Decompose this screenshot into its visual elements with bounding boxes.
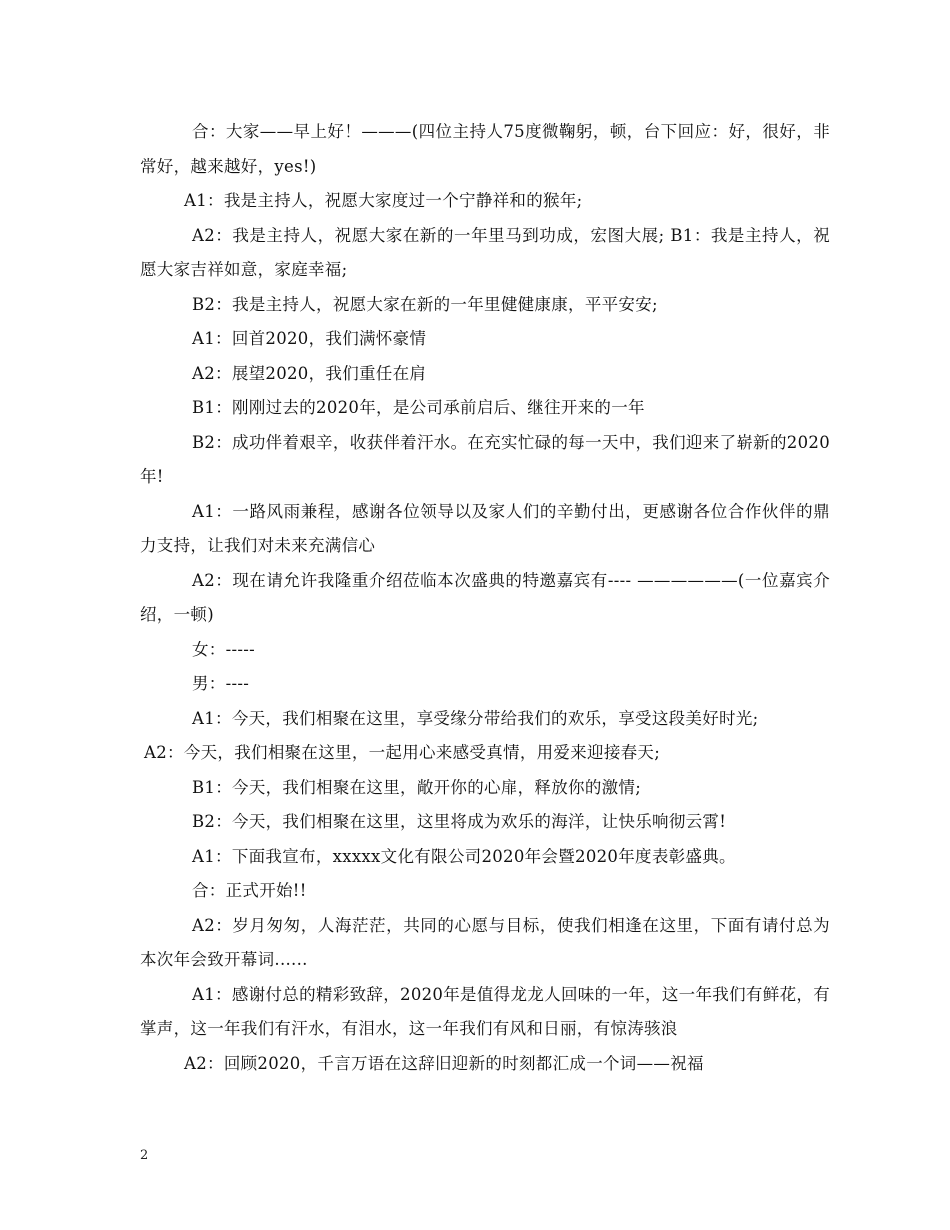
paragraph-19: A2：岁月匆匆，人海茫茫，共同的心愿与目标，使我们相逢在这里，下面有请付总为本次年会致开幕词......: [140, 915, 830, 969]
paragraph-10: A2：现在请允许我隆重介绍莅临本次盛典的特邀嘉宾有---- ——————(一位嘉宾介绍，一顿): [140, 570, 830, 624]
paragraph-7: B1：刚刚过去的2020年，是公司承前启后、继往开来的一年: [192, 398, 645, 417]
paragraph-14: A2：今天，我们相聚在这里，一起用心来感受真情，用爱来迎接春天;: [144, 743, 661, 762]
paragraph-2: A1：我是主持人，祝愿大家度过一个宁静祥和的猴年;: [184, 191, 583, 210]
paragraph-4: B2：我是主持人，祝愿大家在新的一年里健健康康，平平安安;: [192, 294, 658, 314]
paragraph-8: B2：成功伴着艰辛，收获伴着汗水。在充实忙碌的每一天中，我们迎来了崭新的2020年!: [140, 432, 830, 486]
paragraph-18: 合：正式开始!!: [192, 881, 307, 900]
document-body: [140, 115, 830, 1081]
paragraph-3: A2：我是主持人，祝愿大家在新的一年里马到功成，宏图大展; B1：我是主持人，祝愿大家吉祥如意，家庭幸福;: [140, 225, 830, 279]
paragraph-20: A1：感谢付总的精彩致辞，2020年是值得龙龙人回味的一年，这一年我们有鲜花，有掌声，这一年我们有汗水，有泪水，这一年我们有风和日丽，有惊涛骇浪: [140, 984, 830, 1038]
paragraph-15: B1：今天，我们相聚在这里，敞开你的心扉，释放你的激情;: [192, 777, 642, 797]
paragraph-21: A2：回顾2020，千言万语在这辞旧迎新的时刻都汇成一个词——祝福: [184, 1053, 704, 1073]
paragraph-16: B2：今天，我们相聚在这里，这里将成为欢乐的海洋，让快乐响彻云霄!: [192, 812, 727, 831]
paragraph-1: 合：大家——早上好！———(四位主持人75度微鞠躬，顿，台下回应：好，很好，非常好，越来越好，yes!): [140, 122, 830, 176]
paragraph-9: A1：一路风雨兼程，感谢各位领导以及家人们的辛勤付出，更感谢各位合作伙伴的鼎力支持，让我们对未来充满信心: [140, 501, 830, 555]
paragraph-12: 男：----: [192, 674, 250, 693]
paragraph-6: A2：展望2020，我们重任在肩: [192, 363, 427, 383]
page-number: 2: [140, 1148, 149, 1163]
paragraph-17: A1：下面我宣布，xxxxx文化有限公司2020年会暨2020年度表彰盛典。: [192, 846, 736, 866]
paragraph-11: 女：-----: [192, 639, 255, 659]
paragraph-13: A1：今天，我们相聚在这里，享受缘分带给我们的欢乐，享受这段美好时光;: [192, 708, 759, 728]
paragraph-5: A1：回首2020，我们满怀豪情: [192, 329, 427, 348]
